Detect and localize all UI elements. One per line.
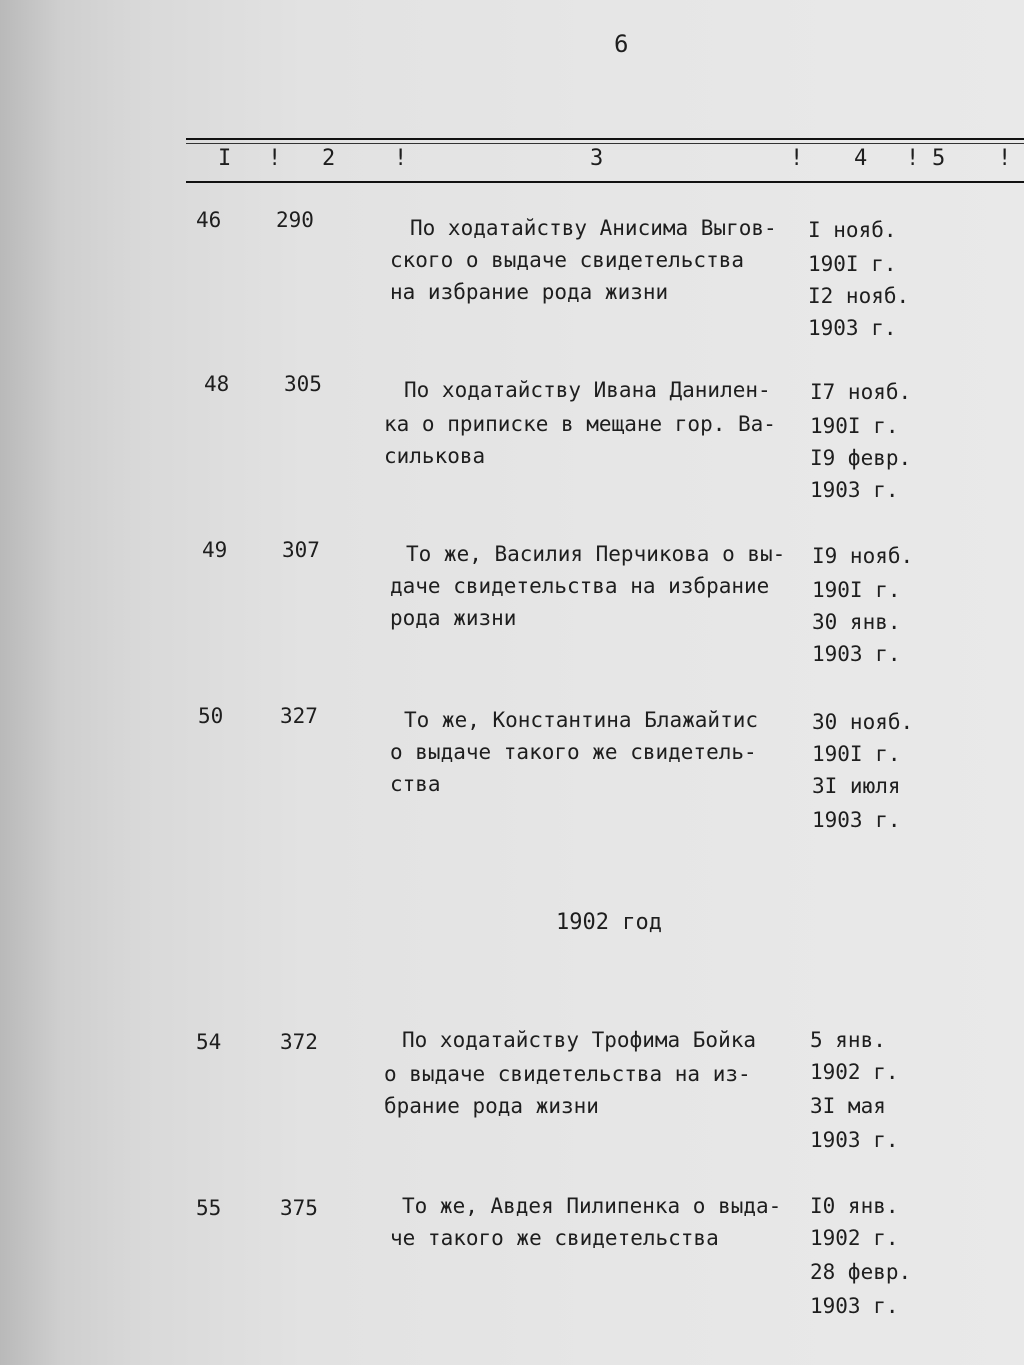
header-col-5: 5 (932, 146, 946, 171)
row-text-line: рода жизни (390, 606, 517, 630)
row-date-line: 30 нояб. (812, 710, 914, 734)
row-index: 55 (196, 1196, 222, 1220)
row-text-line: ского о выдаче свидетельства (390, 248, 745, 272)
row-date-line: 5 янв. (810, 1028, 886, 1052)
row-index: 46 (196, 208, 222, 232)
row-number: 327 (280, 704, 318, 728)
row-text-line: о выдаче свидетельства на из- (384, 1062, 751, 1086)
row-text-line: То же, Василия Перчикова о вы- (406, 542, 786, 566)
row-date-line: 3I мая (810, 1094, 886, 1118)
row-index: 48 (204, 372, 230, 396)
row-number: 290 (276, 208, 314, 232)
row-text-line: брание рода жизни (384, 1094, 599, 1118)
row-date-line: 1903 г. (812, 808, 901, 832)
header-col-1: I (218, 146, 232, 171)
row-date-line: 3I июля (812, 774, 901, 798)
row-text-line: То же, Константина Блажайтис (404, 708, 759, 732)
row-date-line: I7 нояб. (810, 380, 912, 404)
row-date-line: I9 нояб. (812, 544, 914, 568)
header-sep-4: ! (906, 146, 920, 171)
row-index: 50 (198, 704, 224, 728)
header-sep-3: ! (790, 146, 804, 171)
row-date-line: I нояб. (808, 218, 897, 242)
row-text-line: на избрание рода жизни (390, 280, 669, 304)
row-date-line: 1903 г. (810, 1294, 899, 1318)
header-col-4: 4 (854, 146, 868, 171)
row-index: 54 (196, 1030, 222, 1054)
row-date-line: 190I г. (808, 252, 897, 276)
table-top-rule-inner (186, 143, 1024, 144)
page-number: 6 (614, 30, 629, 58)
row-date-line: 30 янв. (812, 610, 901, 634)
header-sep-2: ! (394, 146, 408, 171)
row-text-line: даче свидетельства на избрание (390, 574, 770, 598)
row-index: 49 (202, 538, 228, 562)
header-sep-1: ! (268, 146, 282, 171)
row-text-line: По ходатайству Анисима Выгов- (410, 216, 777, 240)
row-number: 305 (284, 372, 322, 396)
row-date-line: 1902 г. (810, 1060, 899, 1084)
row-text-line: че такого же свидетельства (390, 1226, 719, 1250)
row-date-line: 1903 г. (810, 1128, 899, 1152)
row-date-line: 1903 г. (812, 642, 901, 666)
row-date-line: 1903 г. (810, 478, 899, 502)
row-text-line: ка о приписке в мещане гор. Ва- (384, 412, 776, 436)
row-date-line: I0 янв. (810, 1194, 899, 1218)
row-text-line: По ходатайству Трофима Бойка (402, 1028, 757, 1052)
row-number: 375 (280, 1196, 318, 1220)
header-col-2: 2 (322, 146, 336, 171)
row-date-line: I2 нояб. (808, 284, 910, 308)
row-date-line: 28 февр. (810, 1260, 912, 1284)
table-header-rule (186, 181, 1024, 183)
row-date-line: 190I г. (812, 742, 901, 766)
year-heading: 1902 год (556, 910, 662, 935)
row-date-line: 190I г. (810, 414, 899, 438)
row-date-line: 1902 г. (810, 1226, 899, 1250)
row-text-line: силькова (384, 444, 486, 468)
row-date-line: 190I г. (812, 578, 901, 602)
row-date-line: 1903 г. (808, 316, 897, 340)
row-number: 372 (280, 1030, 318, 1054)
table-top-rule (186, 138, 1024, 140)
row-text-line: ства (390, 772, 441, 796)
row-text-line: о выдаче такого же свидетель- (390, 740, 757, 764)
row-number: 307 (282, 538, 320, 562)
row-date-line: I9 февр. (810, 446, 912, 470)
row-text-line: По ходатайству Ивана Данилен- (404, 378, 771, 402)
header-sep-5: ! (998, 146, 1012, 171)
row-text-line: То же, Авдея Пилипенка о выда- (402, 1194, 782, 1218)
header-col-3: 3 (590, 146, 604, 171)
